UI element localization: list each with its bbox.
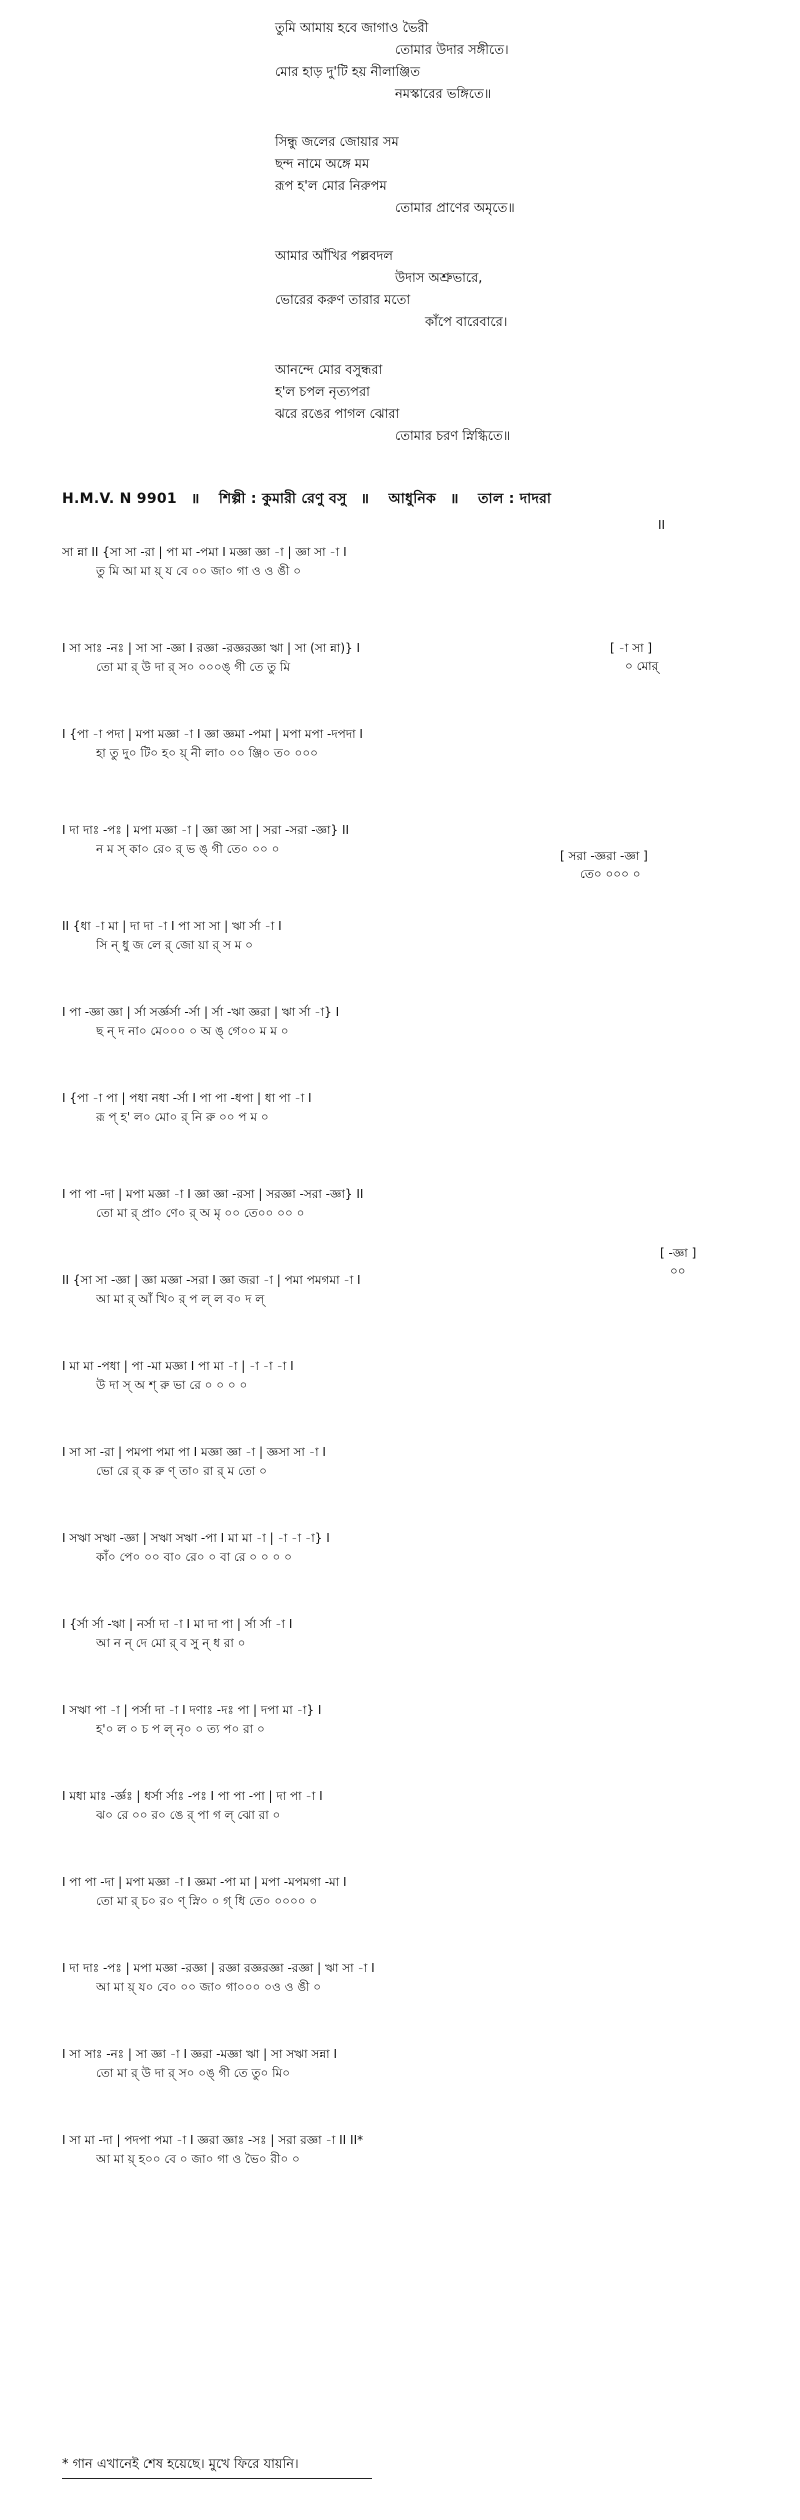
notation-row: [62, 1090, 762, 1146]
notation-words: আ মা র্ আঁ খি০ র্ প ল্ ল ব০ দ ল্: [96, 1292, 265, 1306]
footnote-text: * গান এখানেই শেষ হয়েছে। মুখে ফিরে যায়নি।: [62, 2457, 299, 2472]
artist: শিল্পী : কুমারী রেণু বসু: [218, 491, 347, 507]
notation-row: [62, 544, 762, 600]
notation-words: সি ন্ ধু জ লে র্ জো য়া র্ স ম ০: [96, 938, 253, 952]
notation-row: [62, 2046, 762, 2102]
notation-row: [62, 1616, 762, 1672]
notation-row: [62, 1702, 762, 1758]
lyric-line: উদাস অশ্রুভারে,: [395, 271, 483, 286]
lyric-line: কাঁপে বারেবারে।: [425, 315, 508, 330]
notation-notes: I সঋা সঋা -জ্ঞা | সঋা সঋা -পা I মা মা -া | -া -া -া} I: [62, 1531, 330, 1545]
lyric-line: তুমি আমায় হবে জাগাও ভৈরী: [275, 21, 429, 36]
lyrics-block: [275, 18, 695, 474]
notation-words: ন ম স্ কা০ রে০ র্ ভ ঙ্ গী তে০ ০০ ০: [96, 842, 280, 856]
lyric-line: সিন্ধু জলের জোয়ার সম: [275, 135, 399, 150]
notation-words: তো মা র্ প্রা০ ণে০ র্ অ মৃ ০০ তে০০ ০০ ০: [96, 1206, 305, 1220]
lyric-line: হ'ল চপল নৃত্যপরা: [275, 385, 370, 400]
notation-notes: I সা সাঃ -নঃ | সা জ্ঞা -া I জ্ঞরা -মজ্ঞা ঋা | সা সঋা সন্না I: [62, 2047, 338, 2061]
notation-row: [62, 1272, 762, 1328]
footnote-underline: [62, 2478, 372, 2479]
notation-annotation: [ সরা -জ্ঞরা -জ্ঞা ]: [560, 849, 648, 863]
notation-words: হা তু দু০ টি০ হ০ য়্ নী লা০ ০০ ঞ্জি০ ত০ ০০০: [96, 746, 318, 760]
notation-words: হ'০ ল ০ চ প ল্ নৃ০ ০ ত্য প০ রা ০: [96, 1722, 265, 1736]
notation-notes: I পা পা -দা | মপা মজ্ঞা -া I জ্ঞা জ্ঞা -রসা | সরজ্ঞা -সরা -জ্ঞা} II: [62, 1187, 364, 1201]
lyric-line: নমস্কারের ভঙ্গিতে॥: [395, 87, 492, 102]
notation-annotation: [ -া সা ]: [610, 641, 653, 655]
notation-row: [62, 640, 762, 696]
notation-notes: I সা সা -রা | পমপা পমা পা I মজ্ঞা জ্ঞা -া | জ্ঞসা সা -া I: [62, 1445, 326, 1459]
record-label: H.M.V. N 9901: [62, 491, 177, 507]
notation-row: [62, 1874, 762, 1930]
stanza-4: [275, 360, 695, 448]
notation-words: আ ন ন্ দে মো র্ ব সু ন্ ধ রা ০: [96, 1636, 246, 1650]
notation-words: তু মি আ মা য়্ য বে ০০ জা০ গা ও ও ঙী ০: [96, 564, 302, 578]
notation-words: উ দা স্ অ শ্ রু ভা রে ০ ০ ০ ০: [96, 1378, 248, 1392]
lyric-line: রূপ হ'ল মোর নিরুপম: [275, 179, 387, 194]
notation-row: [62, 2132, 762, 2188]
lyric-line: তোমার চরণ স্নিগ্ধিতে॥: [395, 429, 511, 444]
notation-row: [62, 1186, 762, 1242]
notation-notes: I দা দাঃ -পঃ | মপা মজ্ঞা -রজ্ঞা | রজ্ঞা রজ্ঞরজ্ঞা -রজ্ঞা | ঋা সা -া I: [62, 1961, 375, 1975]
notation-notes: I মা মা -পধা | পা -মা মজ্ঞা I পা মা -া | -া -া -া I: [62, 1359, 294, 1373]
notation-words: রূ প্ হ' ল০ মো০ র্ নি রু ০০ প ম ০: [96, 1110, 269, 1124]
notation-annotation: [ -জ্ঞা ]: [660, 1246, 697, 1260]
notation-annotation: ০০: [670, 1264, 686, 1278]
notation-annotation: II: [658, 518, 666, 532]
notation-row: [62, 726, 762, 782]
genre: আধুনিক: [388, 491, 437, 507]
notation-row: [62, 918, 762, 974]
notation-words: তো মা র্ উ দা র্ স০ ০০০ঙ্ গী তে তু মি: [96, 660, 290, 674]
taal: তাল : দাদরা: [477, 491, 552, 507]
notation-row: [62, 1358, 762, 1414]
notation-words: ভো রে র্ ক রু ণ্ তা০ রা র্ ম তো ০: [96, 1464, 267, 1478]
notation-row: [62, 1444, 762, 1500]
footnote: [62, 2455, 372, 2479]
stanza-1: [275, 18, 695, 106]
notation-annotation: ০ মোর্: [625, 659, 659, 673]
notation-words: তো মা র্ চ০ র০ ণ্ স্নি০ ০ গ্ ধি তে০ ০০০০ ০: [96, 1894, 318, 1908]
lyric-line: তোমার প্রাণের অমৃতে॥: [395, 201, 515, 216]
record-header: H.M.V. N 9901 ॥ শিল্পী : কুমারী রেণু বসু ॥ আধুনিক ॥ তাল : দাদরা: [62, 491, 552, 507]
notation-notes: I পা পা -দা | মপা মজ্ঞা -া I জ্ঞমা -পা মা | মপা -মপমগা -মা I: [62, 1875, 347, 1889]
notation-row: [62, 1530, 762, 1586]
notation-notes: II {ধা -া মা | দা দা -া I পা সা সা | ঋা র্সা -া I: [62, 919, 282, 933]
notation-words: কাঁ০ পে০ ০০ বা০ রে০ ০ বা রে ০ ০ ০ ০: [96, 1550, 292, 1564]
notation-notes: II {সা সা -জ্ঞা | জ্ঞা মজ্ঞা -সরা I জ্ঞা জরা -া | পমা পমগমা -া I: [62, 1273, 361, 1287]
notation-words: তো মা র্ উ দা র্ স০ ০ঙ্ গী তে তু০ মি০: [96, 2066, 290, 2080]
notation-notes: I {পা -া পা | পধা নধা -র্সা I পা পা -ধপা | ধা পা -া I: [62, 1091, 312, 1105]
lyric-line: ছন্দ নামে অঙ্গে মম: [275, 157, 370, 172]
notation-notes: I মধা মাঃ -র্জ্ঞঃ | ধর্সা র্সাঃ -পঃ I পা পা -পা | দা পা -া I: [62, 1789, 323, 1803]
notation-words: আ মা য়্ হ০০ বে ০ জা০ গা ও ভৈ০ রী০ ০: [96, 2152, 300, 2166]
lyric-line: ভোরের করুণ তারার মতো: [275, 293, 411, 308]
notation-notes: সা ন্না II {সা সা -রা | পা মা -পমা I মজ্ঞা জ্ঞা -া | জ্ঞা সা -া I: [62, 545, 347, 559]
notation-row: [62, 822, 762, 878]
lyric-line: আনন্দে মোর বসুন্ধরা: [275, 363, 383, 378]
notation-notes: I সঋা পা -া | পর্সা দা -া I দণাঃ -দঃ পা | দপা মা -া} I: [62, 1703, 322, 1717]
notation-notes: I {পা -া পদা | মপা মজ্ঞা -া I জ্ঞা জ্ঞমা -পমা | মপা মপা -দপদা I: [62, 727, 363, 741]
notation-notes: I সা সাঃ -নঃ | সা সা -জ্ঞা I রজ্ঞা -রজ্ঞরজ্ঞা ঋা | সা (সা ন্না)} I: [62, 641, 361, 655]
notation-row: [62, 1004, 762, 1060]
notation-words: আ মা য়্ য০ বে০ ০০ জা০ গা০০০ ০ও ও ঙী ০: [96, 1980, 322, 1994]
notation-notes: I পা -জ্ঞা জ্ঞা | র্সা সর্জ্ঞর্সা -র্সা | র্সা -ঋা জ্ঞরা | ঋা র্সা -া} I: [62, 1005, 340, 1019]
notation-words: ঝ০ রে ০০ র০ ঙে র্ পা গ ল্ ঝো রা ০: [96, 1808, 281, 1822]
lyric-line: মোর হাড় দু'টি হয় নীলাঞ্জিত: [275, 65, 421, 80]
notation-notes: I সা মা -দা | পদপা পমা -া I জ্ঞরা জ্ঞাঃ -সঃ | সরা রজ্ঞা -া II II*: [62, 2133, 364, 2147]
notation-block: [62, 540, 762, 2188]
lyric-line: ঝরে রঙের পাগল ঝোরা: [275, 407, 400, 422]
notation-notes: I {র্সা র্সা -ঋা | নর্সা দা -া I মা দা পা | র্সা র্সা -া I: [62, 1617, 293, 1631]
lyric-line: আমার আঁখির পল্লবদল: [275, 249, 393, 264]
notation-words: ছ ন্ দ না০ মে০০০ ০ অ ঙ্ গে০০ ম ম ০: [96, 1024, 289, 1038]
notation-row: [62, 1788, 762, 1844]
notation-annotation: তে০ ০০০ ০: [580, 867, 641, 881]
stanza-3: [275, 246, 695, 334]
notation-row: [62, 1960, 762, 2016]
notation-notes: I দা দাঃ -পঃ | মপা মজ্ঞা -া | জ্ঞা জ্ঞা সা | সরা -সরা -জ্ঞা} II: [62, 823, 350, 837]
lyric-line: তোমার উদার সঙ্গীতে।: [395, 43, 509, 58]
stanza-2: [275, 132, 695, 220]
